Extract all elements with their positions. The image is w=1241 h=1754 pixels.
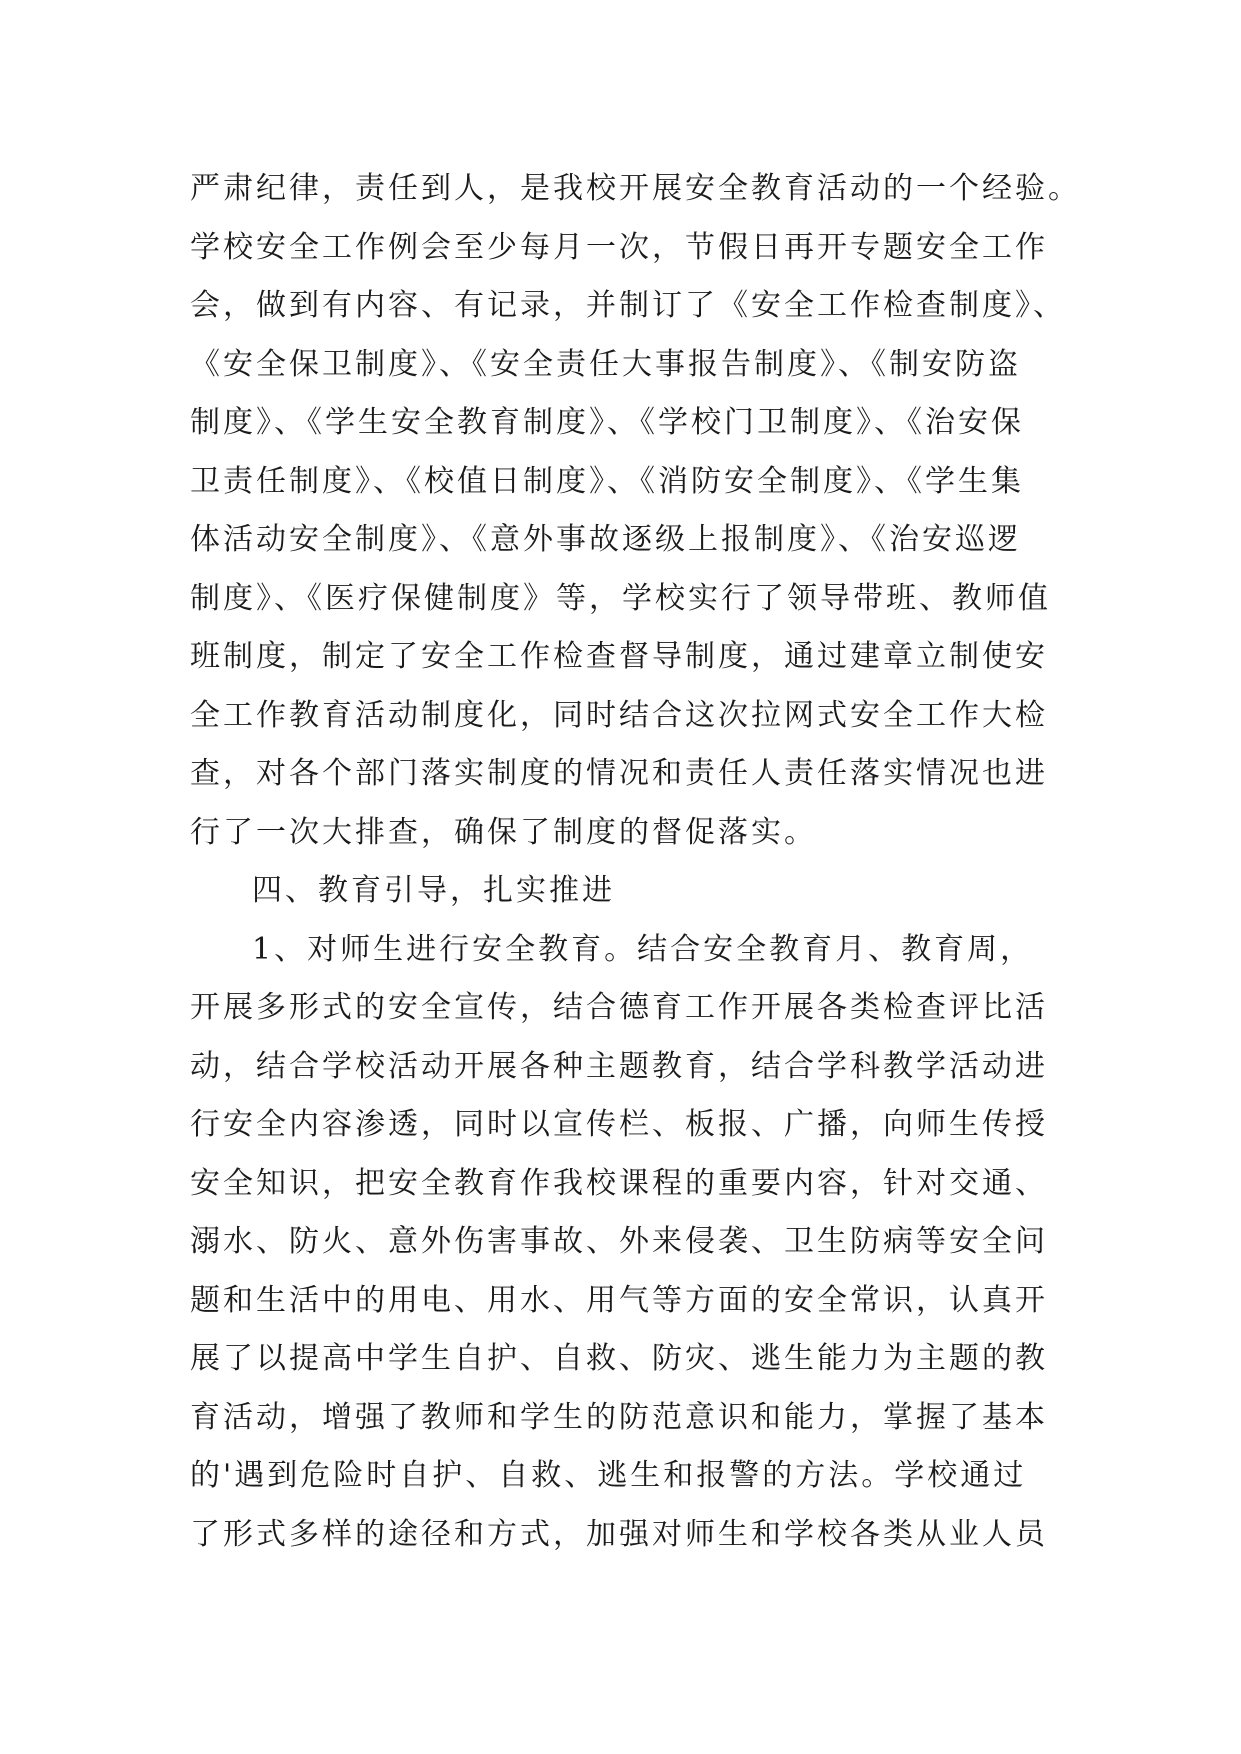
- text-line: 查，对各个部门落实制度的情况和责任人责任落实情况也进: [190, 756, 1048, 791]
- text-line: 溺水、防火、意外伤害事故、外来侵袭、卫生防病等安全问: [190, 1224, 1048, 1259]
- text-line: 严肃纪律，责任到人，是我校开展安全教育活动的一个经验。: [190, 171, 1081, 206]
- text-line: 题和生活中的用电、用水、用气等方面的安全常识，认真开: [190, 1282, 1048, 1318]
- text-line: 行安全内容渗透，同时以宣传栏、板报、广播，向师生传授: [190, 1107, 1048, 1142]
- body-text: [190, 160, 1090, 1564]
- text-line: 育活动，增强了教师和学生的防范意识和能力，掌握了基本: [190, 1399, 1048, 1435]
- paragraph-first-line: 四、教育引导，扎实推进: [252, 873, 615, 908]
- text-line: 的'遇到危险时自护、自救、逃生和报警的方法。学校通过: [190, 1458, 1027, 1493]
- paragraph-first-line: 1、对师生进行安全教育。结合安全教育月、教育周，: [252, 931, 1034, 967]
- text-line: 展了以提高中学生自护、自救、防灾、逃生能力为主题的教: [190, 1341, 1048, 1376]
- text-line: 安全知识，把安全教育作我校课程的重要内容，针对交通、: [190, 1165, 1048, 1201]
- text-line: 学校安全工作例会至少每月一次，节假日再开专题安全工作: [190, 229, 1048, 265]
- text-line: 行了一次大排查，确保了制度的督促落实。: [190, 814, 817, 850]
- text-line: 体活动安全制度》、《意外事故逐级上报制度》、《治安巡逻: [190, 522, 1021, 557]
- text-line: 全工作教育活动制度化，同时结合这次拉网式安全工作大检: [190, 697, 1048, 733]
- text-line: 了形式多样的途径和方式，加强对师生和学校各类从业人员: [190, 1516, 1048, 1552]
- text-line: 卫责任制度》、《校值日制度》、《消防安全制度》、《学生集: [190, 463, 1024, 499]
- text-line: 制度》、《医疗保健制度》等，学校实行了领导带班、教师值: [190, 580, 1051, 616]
- text-line: 《安全保卫制度》、《安全责任大事报告制度》、《制安防盗: [190, 346, 1021, 382]
- text-line: 制度》、《学生安全教育制度》、《学校门卫制度》、《治安保: [190, 405, 1024, 440]
- text-line: 会，做到有内容、有记录，并制订了《安全工作检查制度》、: [190, 288, 1066, 323]
- text-line: 班制度，制定了安全工作检查督导制度，通过建章立制使安: [190, 639, 1048, 674]
- text-line: 开展多形式的安全宣传，结合德育工作开展各类检查评比活: [190, 990, 1048, 1025]
- text-line: 动，结合学校活动开展各种主题教育，结合学科教学活动进: [190, 1048, 1048, 1084]
